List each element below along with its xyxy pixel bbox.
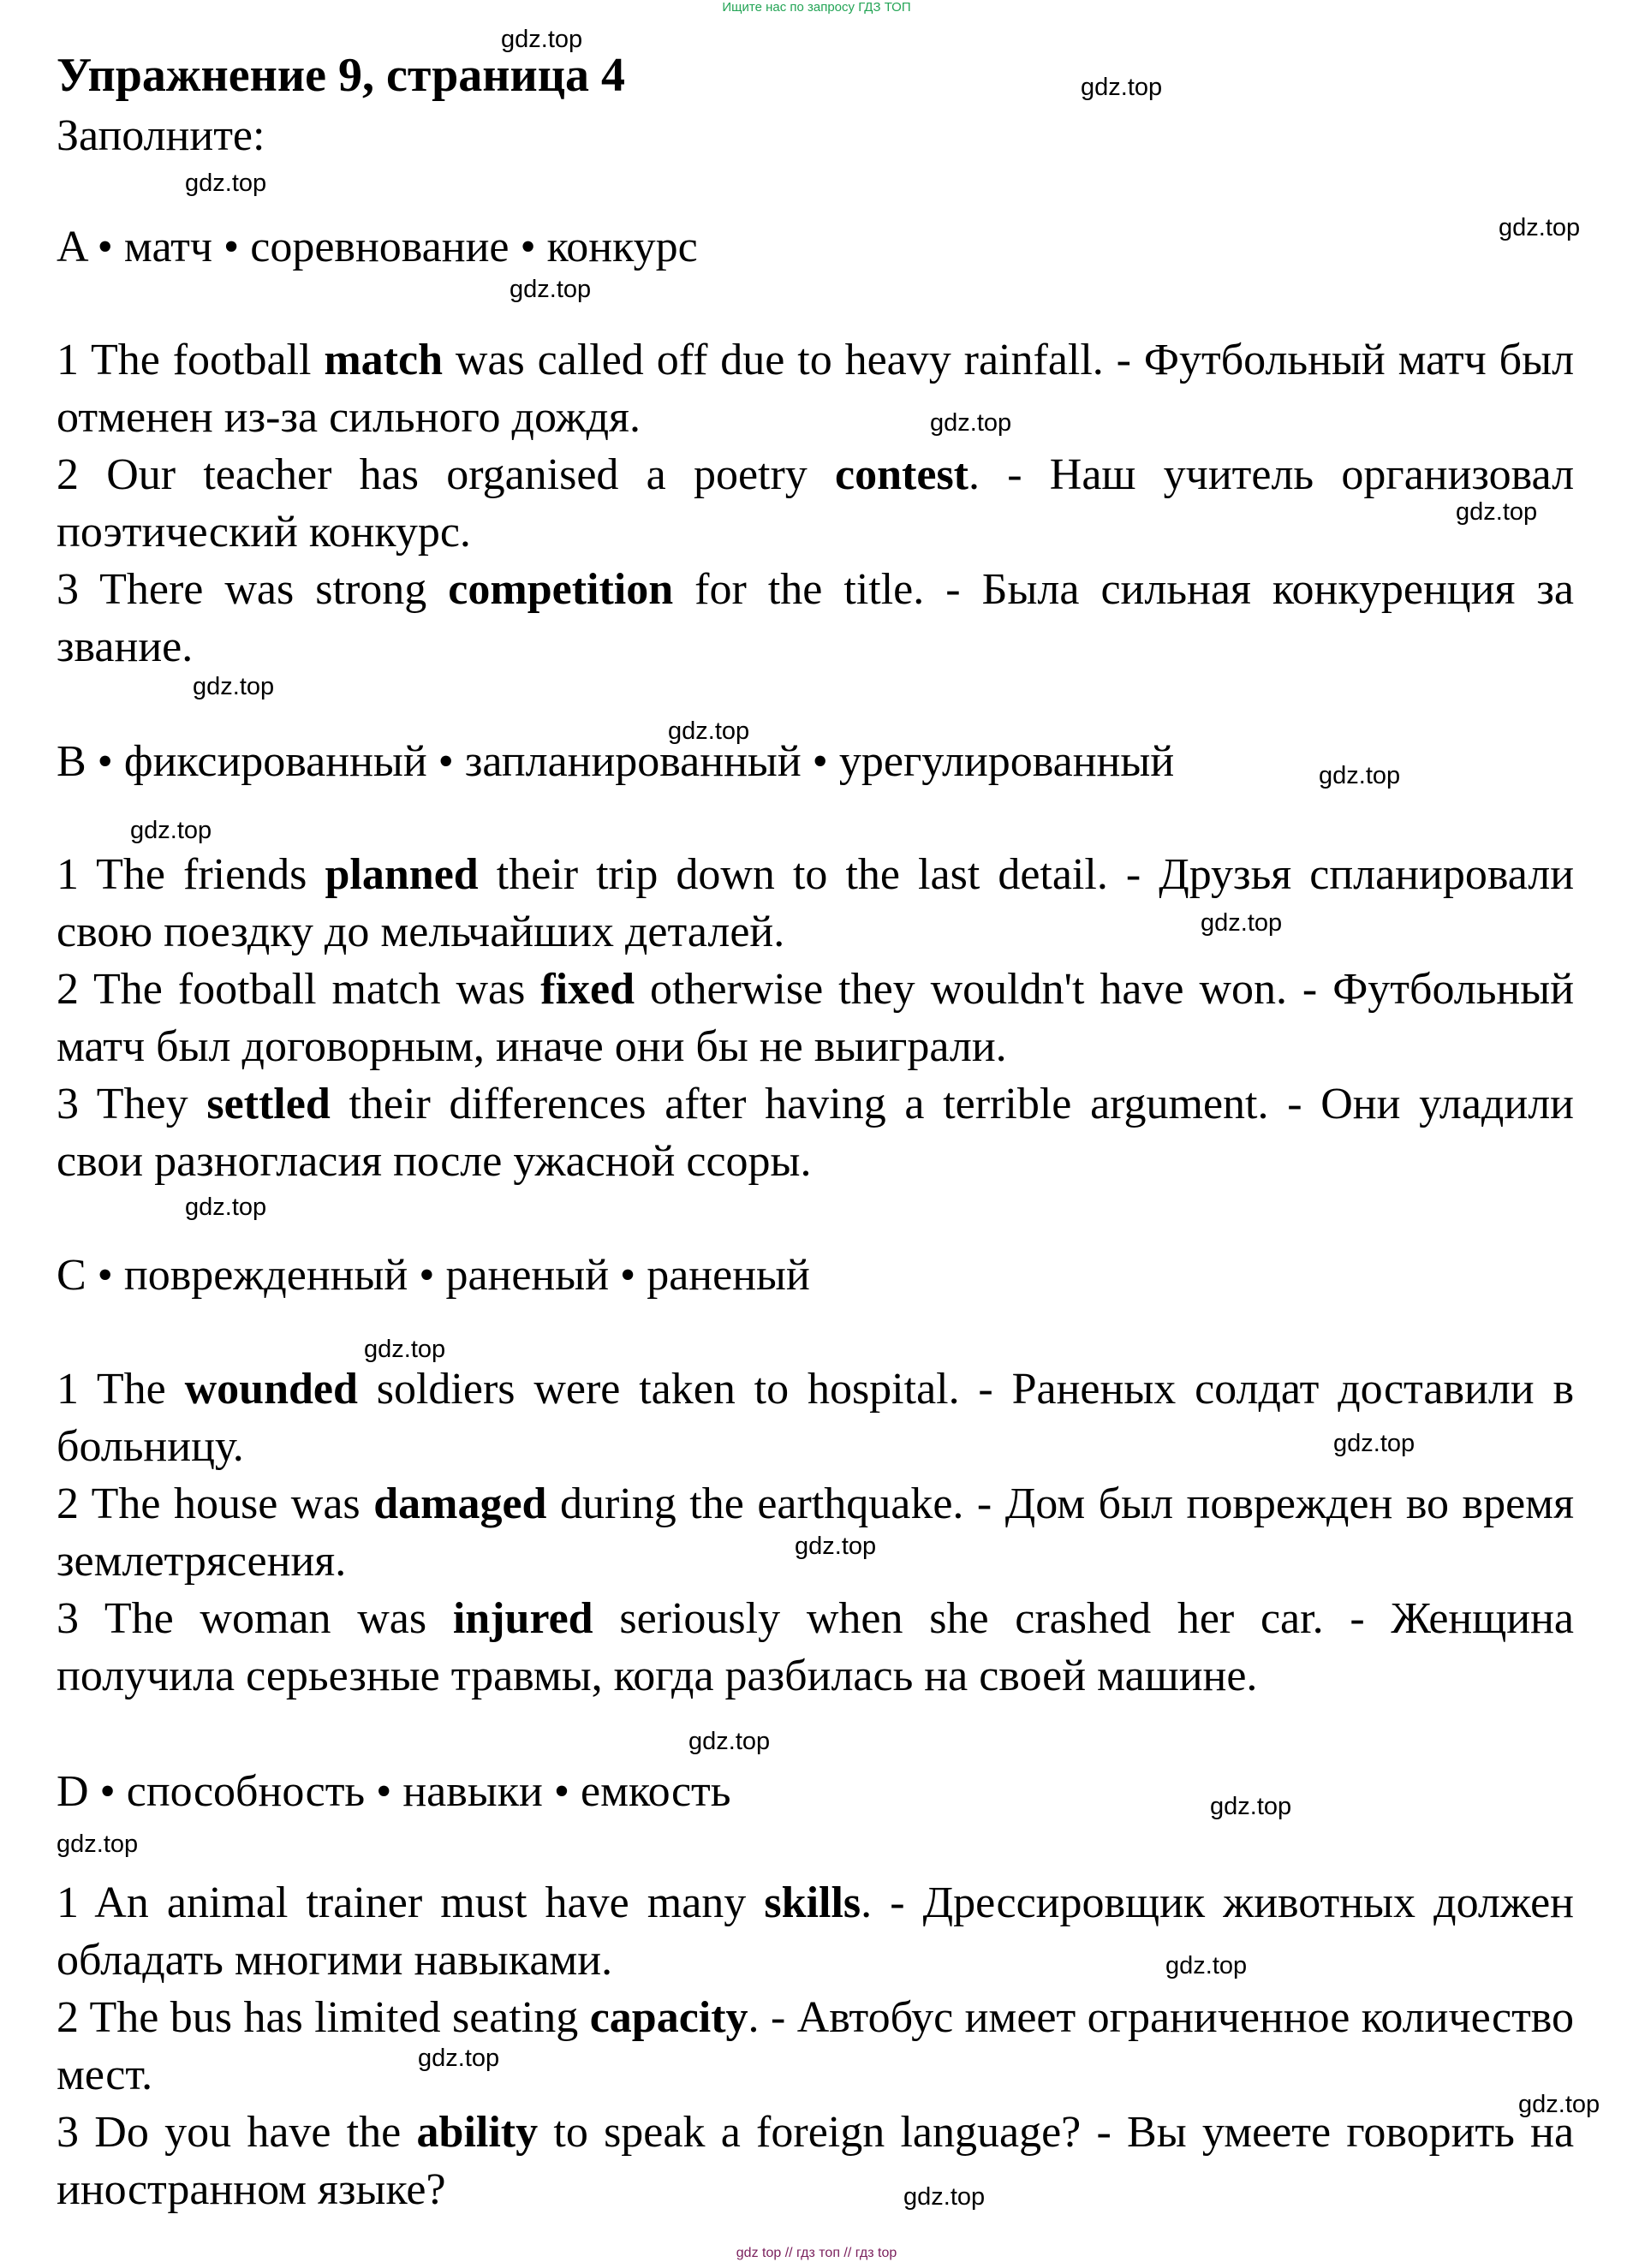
section-a-item-2: 2 Our teacher has organised a poetry contest. - Наш учитель организовал поэтический конкурс. bbox=[57, 450, 1575, 557]
section-a-item-1: 1 The football match was called off due to heavy rainfall. - Футбольный матч был отменен из-за сильного дождя. bbox=[57, 336, 1575, 442]
watermark: gdz.top bbox=[1165, 1952, 1248, 1979]
watermark: gdz.top bbox=[668, 717, 750, 745]
section-b-item-2: 2 The football match was fixed otherwise they wouldn't have won. - Футбольный матч был договорным, иначе они бы не выиграли. bbox=[57, 965, 1575, 1071]
section-d-item-3: 3 Do you have the ability to speak a foreign language? - Вы умеете говорить на иностранном языке? bbox=[57, 2108, 1575, 2214]
watermark: gdz.top bbox=[193, 673, 275, 700]
watermark: gdz.top bbox=[1319, 762, 1401, 789]
watermark: gdz.top bbox=[1081, 74, 1163, 101]
watermark: gdz.top bbox=[185, 1194, 267, 1221]
watermark: gdz.top bbox=[1518, 2091, 1600, 2118]
section-b-items bbox=[57, 846, 1574, 1190]
section-c-heading: C • поврежденный • раненый • раненый bbox=[57, 1251, 810, 1300]
section-c-item-1: 1 The wounded soldiers were taken to hospital. - Раненых солдат доставили в больницу. bbox=[57, 1365, 1575, 1471]
page-title: Упражнение 9, страница 4 bbox=[57, 49, 626, 102]
section-b-item-1: 1 The friends planned their trip down to the last detail. - Друзья спланировали свою поездку до мельчайших деталей. bbox=[57, 850, 1575, 956]
section-d-heading: D • способность • навыки • емкость bbox=[57, 1767, 731, 1816]
section-a-item-3: 3 There was strong competition for the title. - Была сильная конкуренция за звание. bbox=[57, 565, 1575, 671]
top-banner: Ищите нас по запросу ГДЗ ТОП bbox=[722, 0, 911, 15]
watermark: gdz.top bbox=[501, 26, 583, 53]
watermark: gdz.top bbox=[1210, 1793, 1292, 1820]
instruction-text: Заполните: bbox=[57, 111, 265, 160]
section-b-item-3: 3 They settled their differences after having a terrible argument. - Они уладили свои разногласия после ужасной ссоры. bbox=[57, 1080, 1574, 1186]
watermark: gdz.top bbox=[1201, 909, 1283, 937]
watermark: gdz.top bbox=[1333, 1430, 1415, 1457]
section-a-items bbox=[57, 331, 1574, 676]
watermark: gdz.top bbox=[1499, 214, 1581, 241]
section-d-item-1: 1 An animal trainer must have many skills. - Дрессировщик животных должен обладать многими навыками. bbox=[57, 1878, 1575, 1985]
watermark: gdz.top bbox=[364, 1336, 446, 1363]
section-d-item-2: 2 The bus has limited seating capacity. - Автобус имеет ограниченное количество мест. bbox=[57, 1993, 1574, 2099]
watermark: gdz.top bbox=[930, 409, 1012, 437]
section-c-item-2: 2 The house was damaged during the earthquake. - Дом был поврежден во время землетрясения. bbox=[57, 1479, 1575, 1586]
section-a-heading: A • матч • соревнование • конкурс bbox=[57, 223, 698, 271]
watermark: gdz.top bbox=[510, 276, 592, 303]
watermark: gdz.top bbox=[130, 817, 212, 844]
watermark: gdz.top bbox=[1456, 498, 1538, 526]
watermark: gdz.top bbox=[185, 170, 267, 197]
watermark: gdz.top bbox=[418, 2045, 500, 2072]
watermark: gdz.top bbox=[57, 1830, 139, 1858]
section-b-heading: B • фиксированный • запланированный • урегулированный bbox=[57, 737, 1175, 786]
watermark: gdz.top bbox=[688, 1728, 771, 1755]
watermark: gdz.top bbox=[903, 2183, 986, 2211]
footer-watermark: gdz top // гдз топ // гдз top bbox=[736, 2246, 897, 2260]
section-d-items bbox=[57, 1874, 1574, 2218]
watermark: gdz.top bbox=[795, 1533, 877, 1560]
section-c-item-3: 3 The woman was injured seriously when she crashed her car. - Женщина получила серьезные травмы, когда разбилась на своей машине. bbox=[57, 1594, 1575, 1700]
